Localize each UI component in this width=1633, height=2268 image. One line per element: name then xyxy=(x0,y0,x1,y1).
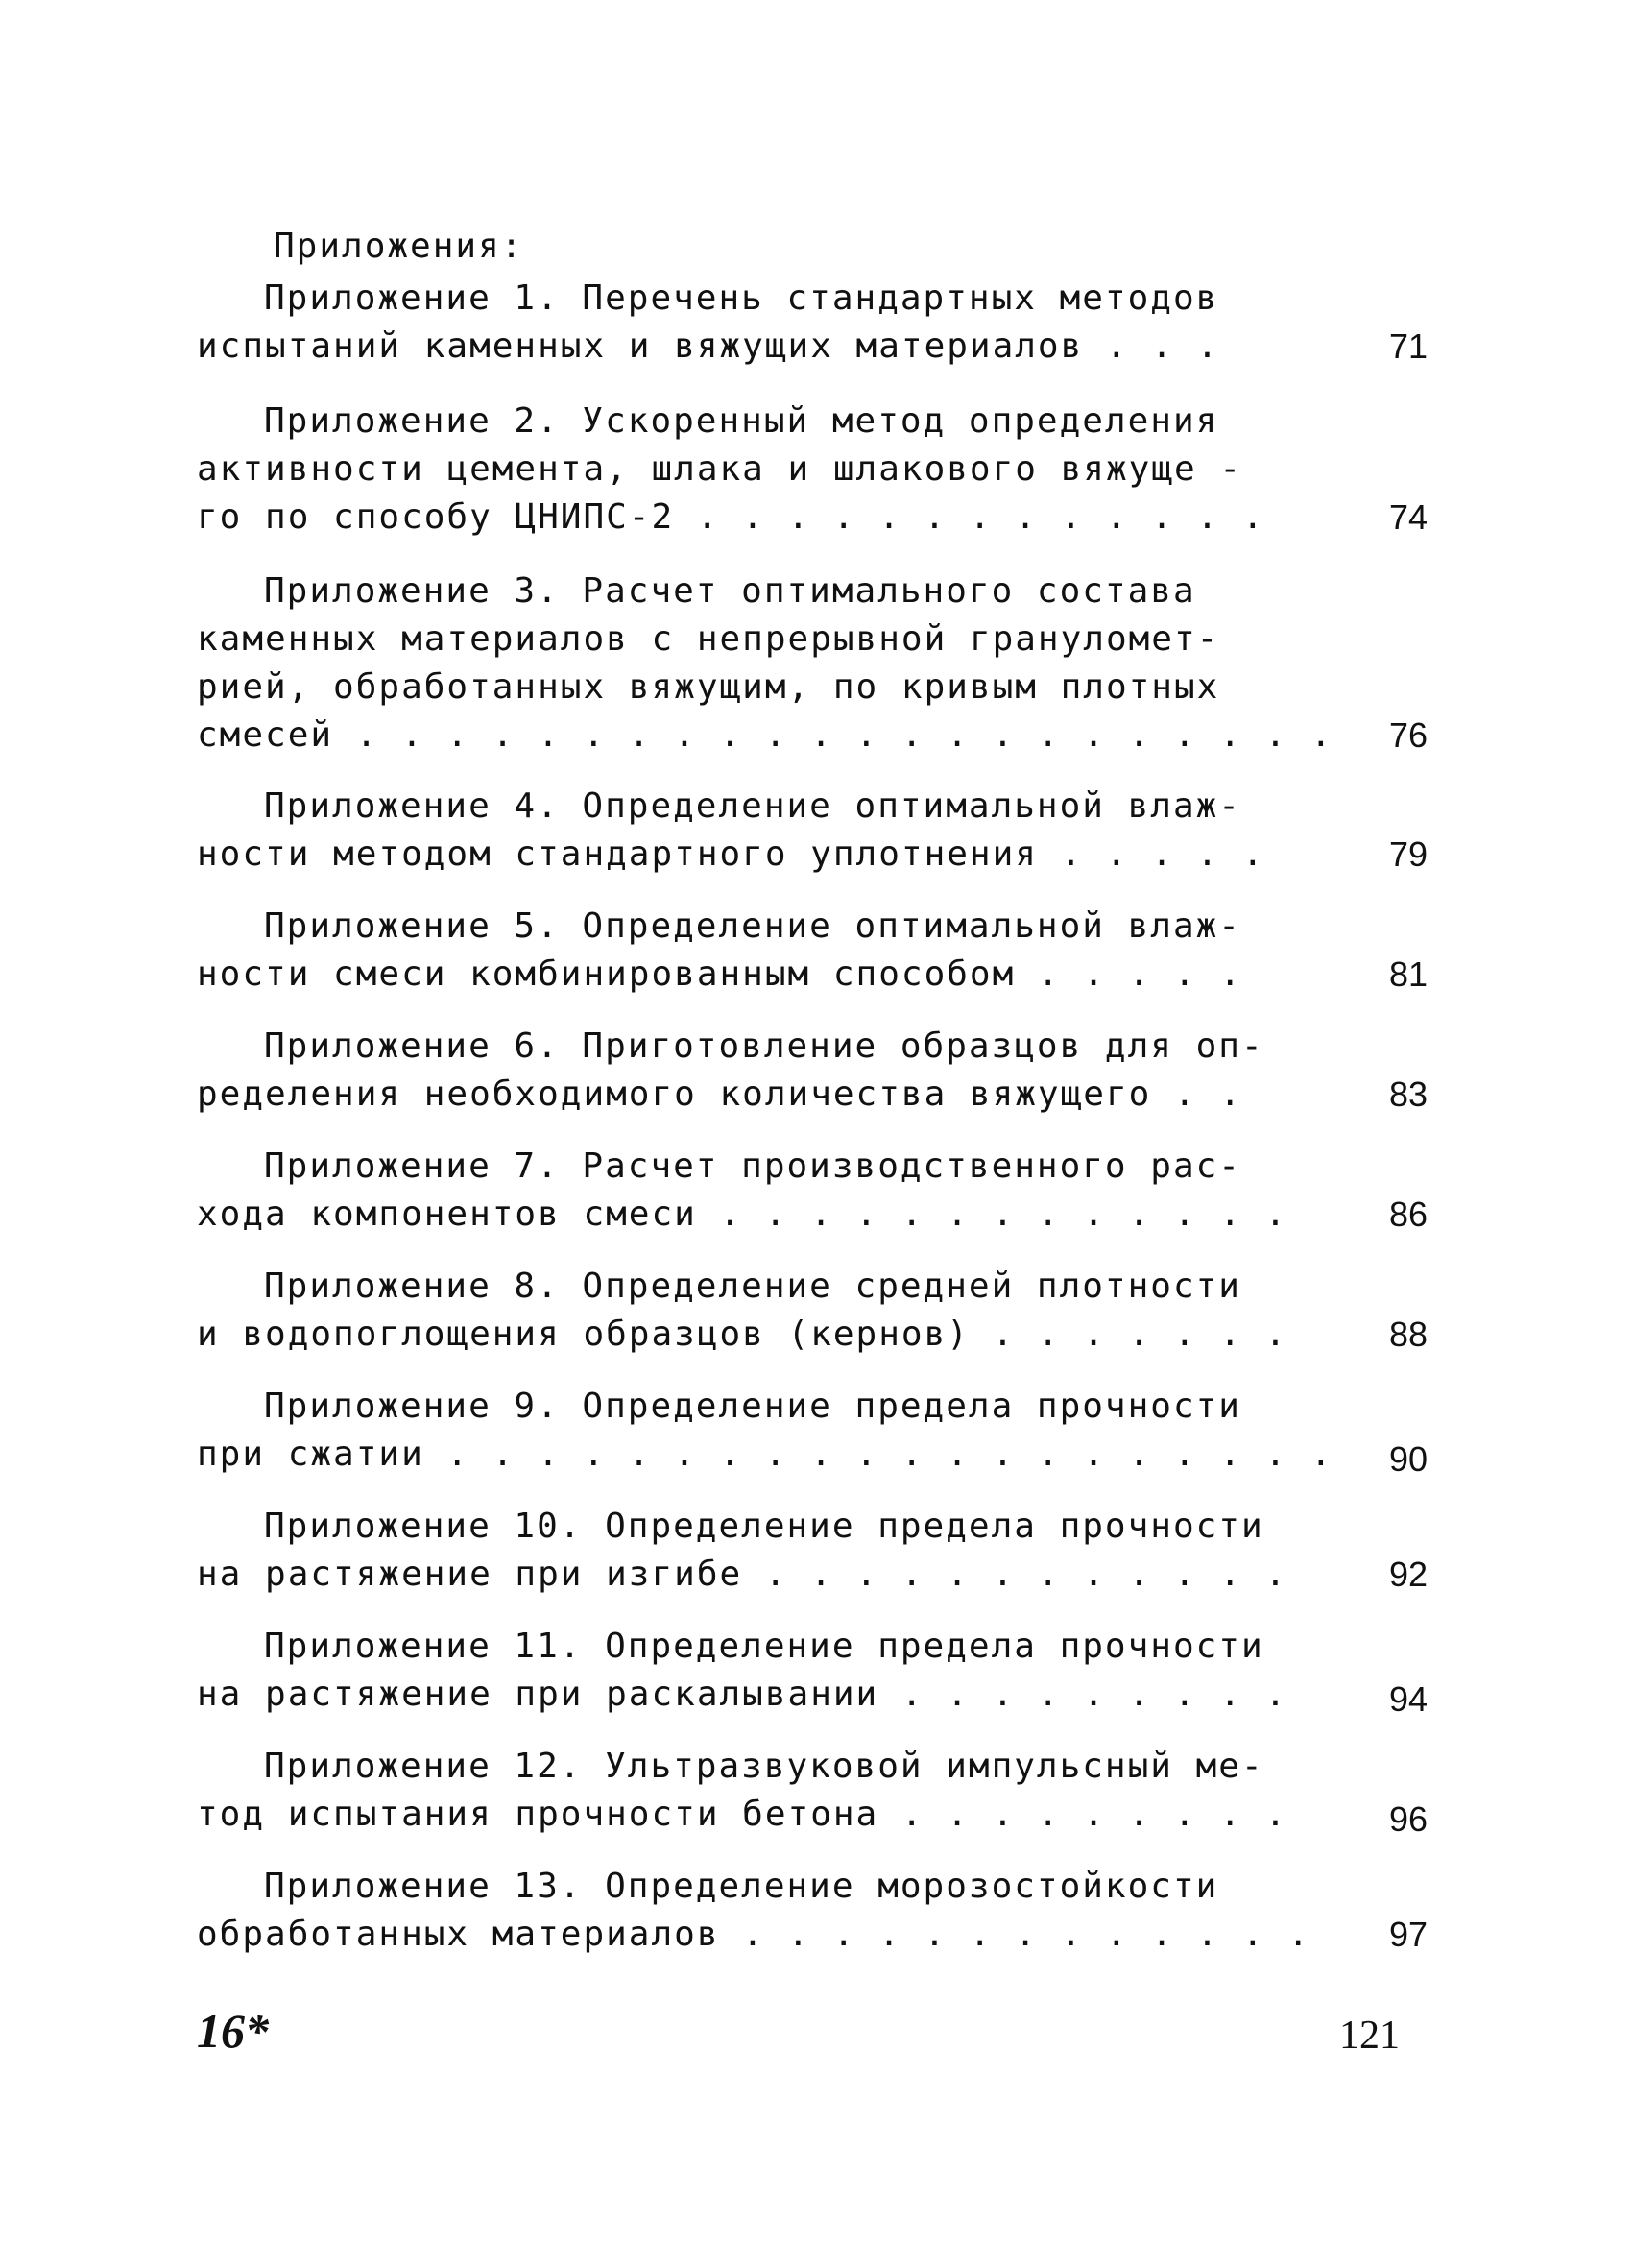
toc-page-number: 86 xyxy=(1388,1194,1429,1234)
toc-page-number: 97 xyxy=(1388,1915,1429,1954)
toc-entry-line: на растяжение при раскалывании . . . . . . . . . xyxy=(197,1675,1288,1714)
toc-entry xyxy=(197,1863,1429,1959)
toc-entry xyxy=(197,1143,1429,1239)
toc-page-number: 88 xyxy=(1388,1315,1429,1354)
toc-entry xyxy=(197,567,1429,760)
toc-entry-line: тод испытания прочности бетона . . . . . . . . . xyxy=(197,1795,1288,1834)
toc-entry-line: хода компонентов смеси . . . . . . . . . . . . . xyxy=(197,1194,1288,1234)
toc-entry xyxy=(197,1023,1429,1119)
toc-entry xyxy=(197,275,1429,371)
toc-entry-line: смесей . . . . . . . . . . . . . . . . . . . . . . xyxy=(197,715,1333,755)
toc-entry xyxy=(197,1503,1429,1599)
toc-entry-line: Приложение 4. Определение оптимальной влаж- xyxy=(264,786,1241,826)
toc-entry-line: ности методом стандартного уплотнения . . . . . xyxy=(197,834,1265,874)
section-heading: Приложения: xyxy=(274,227,524,266)
toc-page-number: 74 xyxy=(1388,497,1429,537)
toc-entry-line: активности цемента, шлака и шлакового вяжуще - xyxy=(197,449,1242,489)
toc-page-number: 94 xyxy=(1388,1679,1429,1719)
toc-entry-line: Приложение 9. Определение предела прочности xyxy=(264,1387,1241,1426)
toc-entry-line: Приложение 1. Перечень стандартных методов xyxy=(264,278,1219,318)
toc-page-number: 71 xyxy=(1388,326,1429,366)
toc-page-number: 76 xyxy=(1388,715,1429,755)
toc-entry xyxy=(197,1263,1429,1359)
page-number: 121 xyxy=(1339,2014,1400,2058)
toc-entry-line: Приложение 10. Определение предела прочности xyxy=(264,1507,1264,1546)
toc-entry-line: Приложение 12. Ультразвуковой импульсный ме- xyxy=(264,1747,1264,1786)
toc-entry-line: Приложение 8. Определение средней плотности xyxy=(264,1267,1241,1306)
toc-page-number: 79 xyxy=(1388,834,1429,874)
toc-entry-line: каменных материалов с непрерывной грануломет- xyxy=(197,619,1220,659)
toc-entry-line: на растяжение при изгибе . . . . . . . . . . . . xyxy=(197,1555,1288,1594)
toc-entry-line: Приложение 5. Определение оптимальной влаж- xyxy=(264,906,1241,946)
toc-page-number: 92 xyxy=(1388,1555,1429,1594)
toc-entry-line: ределения необходимого количества вяжущего . . xyxy=(197,1074,1242,1114)
toc-entry xyxy=(197,398,1429,542)
toc-entry-line: Приложение 6. Приготовление образцов для оп- xyxy=(264,1026,1264,1066)
toc-page-number: 83 xyxy=(1388,1074,1429,1114)
signature-mark: 16* xyxy=(197,2004,269,2058)
toc-entry xyxy=(197,1743,1429,1839)
toc-entry-line: испытаний каменных и вяжущих материалов . . . xyxy=(197,326,1220,366)
toc-page-number: 96 xyxy=(1388,1799,1429,1839)
toc-entry xyxy=(197,1383,1429,1479)
toc-entry-line: обработанных материалов . . . . . . . . . . . . . xyxy=(197,1915,1311,1954)
toc-entry-line: при сжатии . . . . . . . . . . . . . . . . . . . . xyxy=(197,1435,1333,1474)
toc-entry-line: Приложение 2. Ускоренный метод определения xyxy=(264,401,1219,441)
toc-entry-line: Приложение 13. Определение морозостойкости xyxy=(264,1867,1219,1906)
toc-entry-line: Приложение 7. Расчет производственного рас- xyxy=(264,1146,1241,1186)
toc-page-number: 81 xyxy=(1388,954,1429,994)
toc-entry-line: рией, обработанных вяжущим, по кривым плотных xyxy=(197,667,1220,707)
toc-entry-line: Приложение 3. Расчет оптимального состава xyxy=(264,571,1196,611)
toc-entry-line: Приложение 11. Определение предела прочности xyxy=(264,1627,1264,1666)
toc-page-number: 90 xyxy=(1388,1439,1429,1479)
toc-entry xyxy=(197,903,1429,999)
toc-entry-line: и водопоглощения образцов (кернов) . . . . . . . xyxy=(197,1315,1288,1354)
toc-entry xyxy=(197,1623,1429,1719)
toc-entry-line: го по способу ЦНИПС-2 . . . . . . . . . . . . . xyxy=(197,497,1265,537)
toc-entry-line: ности смеси комбинированным способом . . . . . xyxy=(197,954,1242,994)
toc-entry xyxy=(197,783,1429,879)
